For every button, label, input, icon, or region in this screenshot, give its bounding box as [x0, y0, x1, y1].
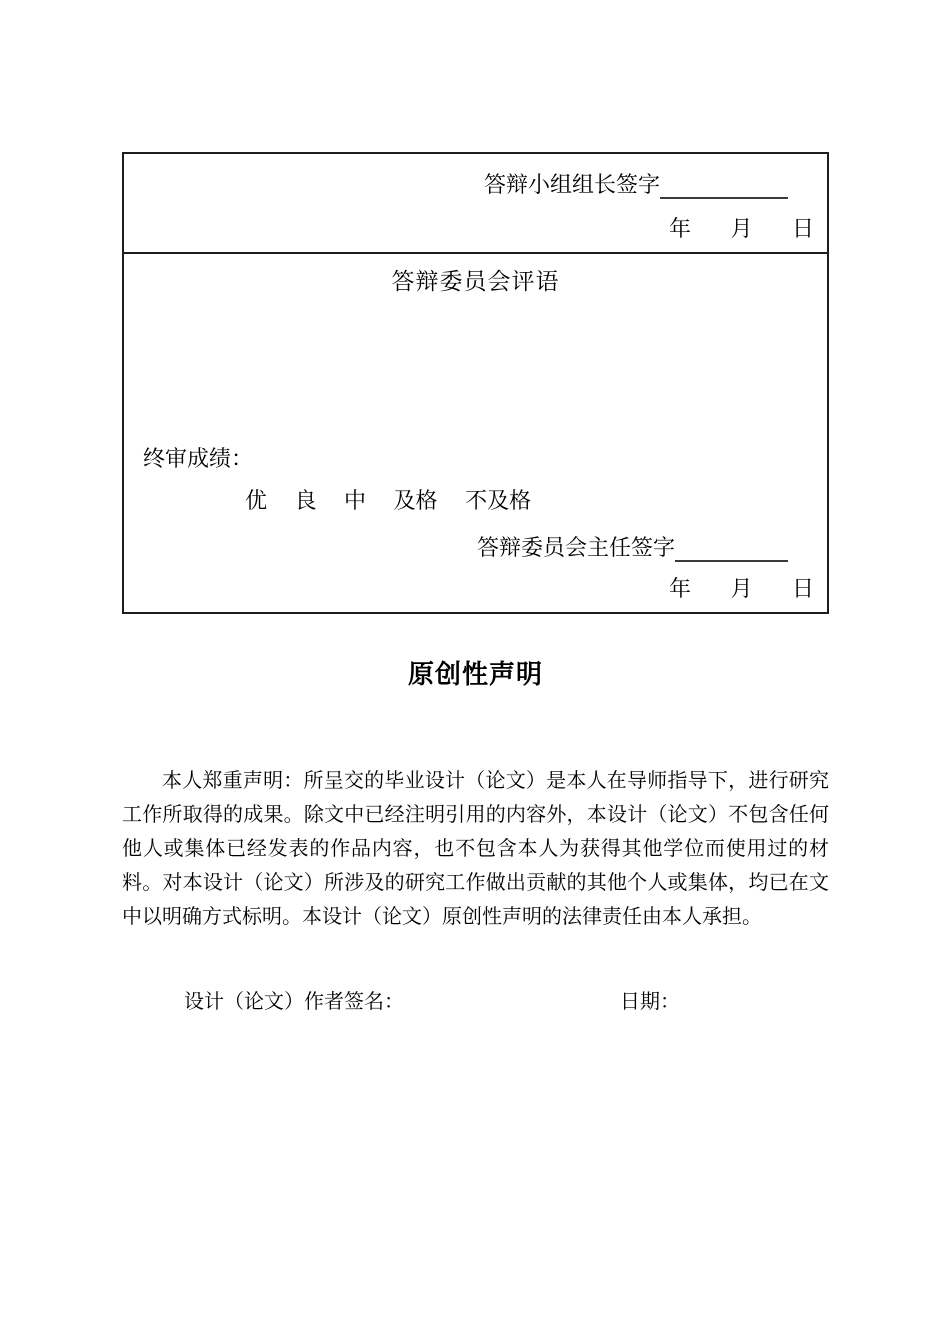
declaration-body: 本人郑重声明：所呈交的毕业设计（论文）是本人在导师指导下，进行研究工作所取得的成果。除文中已经注明引用的内容外，本设计（论文）不包含任何他人或集体已经发表的作品内容，也不包含本人为获得其他学位而使用过的材料。对本设计（论文）所涉及的研究工作做出贡献的其他个人或集体，均已在文中以明确方式标明。本设计（论文）原创性声明的法律责任由本人承担。 [122, 770, 829, 928]
date-month-label: 月 [730, 576, 753, 601]
chair-signature-label: 答辩委员会主任签字 [476, 535, 675, 560]
date-label: 日期： [620, 991, 680, 1013]
signature-blank-line [675, 536, 788, 562]
date-line [124, 214, 827, 243]
grade-option-good: 良 [294, 488, 317, 513]
defense-group-section [124, 154, 827, 254]
grade-option-excellent: 优 [245, 488, 268, 513]
chair-signature-line [124, 534, 827, 562]
group-leader-signature-label: 答辩小组组长签字 [483, 172, 660, 197]
date-year-label: 年 [668, 576, 691, 601]
committee-comments-section [124, 254, 827, 603]
date-day-label: 日 [791, 216, 814, 241]
date-day-label: 日 [791, 576, 814, 601]
date-month-label: 月 [730, 216, 753, 241]
date-line [124, 574, 827, 603]
grade-option-fail: 不及格 [465, 488, 532, 513]
declaration-sign-row [122, 988, 829, 1016]
defense-form-box [122, 152, 829, 614]
author-signature-label: 设计（论文）作者签名： [184, 991, 404, 1013]
grade-options [124, 486, 827, 515]
group-leader-signature-line [124, 171, 827, 199]
grade-option-medium: 中 [344, 488, 367, 513]
declaration-title: 原创性声明 [407, 659, 543, 689]
committee-comments-title: 答辩委员会评语 [391, 269, 560, 294]
signature-blank-line [660, 173, 788, 199]
grade-option-pass: 及格 [393, 488, 438, 513]
final-grade-label: 终审成绩： [143, 446, 254, 471]
comments-blank-area [124, 296, 827, 444]
date-year-label: 年 [668, 216, 691, 241]
